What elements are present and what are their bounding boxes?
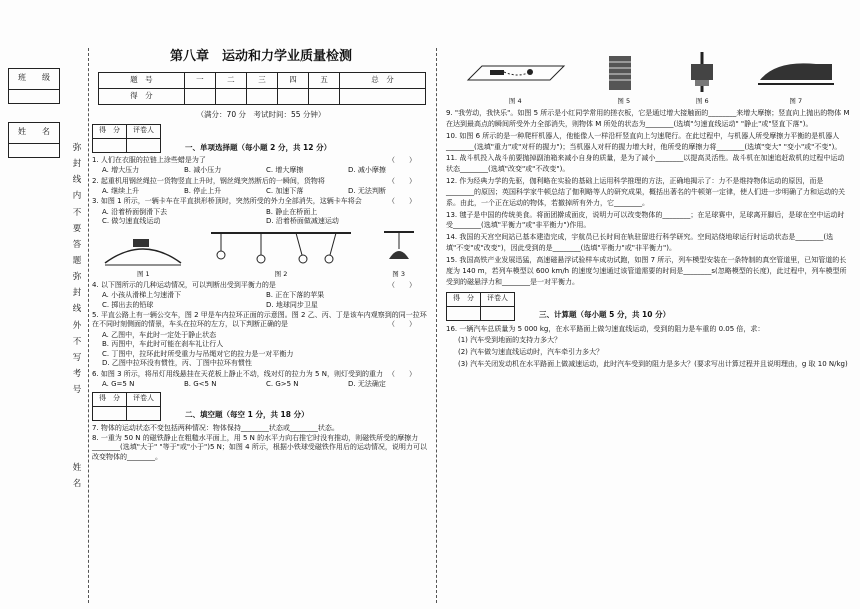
options (92, 380, 430, 389)
figure-caption: 图 2 (274, 269, 288, 278)
question-text: 6. 如图 3 所示，将吊灯用线悬挂在天花板上静止不动，线对灯的拉力为 5 N，则灯受到的重力 (92, 369, 383, 378)
question: 12. 作为经典力学的先驱，伽利略在实验的基础上运用科学推理的方法，正确地揭示了：力不是维持物体运动的原因，而是________的原因；英国科学家牛顿总结了伽利略等人的研究成果，概括出著名的牛顿第一定律，使人们进一步明确了力和运动的关系。由此，一个正在运动的物体，若撤掉所有外力，它________。 (446, 177, 845, 207)
option[interactable]: C. 丁图中，拉环此时所受重力与吊绳对它的拉力是一对平衡力 (102, 349, 294, 358)
name-blank[interactable] (9, 143, 59, 157)
score-head-5: 五 (309, 72, 340, 88)
option[interactable]: C. G>5 N (266, 380, 299, 389)
score-table (98, 72, 426, 105)
option[interactable]: B. 停止上升 (184, 186, 222, 195)
name-label: 姓 名 (18, 127, 50, 136)
question-text: 1. 人们在衣服的拉链上涂些蜡是为了 (92, 155, 206, 164)
section-1-header (92, 124, 430, 153)
binding-line (88, 48, 89, 603)
exam-title: 第八章 运动和力学业质量检测 (169, 49, 352, 64)
question (92, 177, 430, 186)
grader-box (92, 124, 161, 153)
section-3-header (446, 292, 850, 321)
right-column (446, 48, 850, 371)
grader-box (446, 292, 515, 321)
options (92, 166, 430, 175)
question-text: 5. 平直公路上有一辆公交车，图 2 甲是车内拉环正面的示意图。图 2 乙、丙、丁是该车内观察到的同一拉环在不同时刻侧面的情景，车头在拉环的左方，以下判断正确的是 (92, 311, 427, 329)
question (92, 281, 430, 290)
option[interactable]: C. 加速下落 (266, 186, 304, 195)
seal-name-text: 姓名 (72, 463, 82, 490)
pull-ring-icon (206, 229, 356, 267)
option[interactable]: A. 乙图中，车此时一定处于静止状态 (102, 330, 217, 339)
class-box (8, 68, 60, 104)
figures-top-row (446, 48, 850, 106)
sub-question: (2) 汽车做匀速直线运动时，汽车牵引力多大？ (458, 348, 604, 357)
option[interactable]: A. 增大压力 (102, 166, 140, 175)
grader-cell[interactable] (127, 138, 161, 152)
figure-7 (756, 50, 836, 106)
score-head-4: 四 (278, 72, 309, 88)
grader-cell[interactable] (93, 138, 127, 152)
grader-reviewer-label: 评卷人 (481, 292, 515, 306)
option[interactable]: C. 掷出去的铅球 (102, 300, 154, 309)
option[interactable]: A. 沿着桥面倒滑下去 (102, 207, 168, 216)
score-cell[interactable] (246, 88, 277, 104)
options (92, 291, 430, 310)
class-blank[interactable] (9, 89, 59, 103)
question-text: 2. 起重机用钢丝绳拉一货物竖直上升时，钢丝绳突然断后的一瞬间，货物将 (92, 176, 325, 185)
grader-box (92, 392, 161, 421)
washboard-icon (599, 50, 649, 94)
sub-question: (3) 汽车关闭发动机在水平路面上做减速运动，此时汽车受到的阻力是多大？(要求写出计算过程并且说明理由，g 取 10 N/kg) (458, 360, 848, 369)
question: 15. 我国高铁产业发展迅猛，高速磁悬浮试验样车成功试跑，如图 7 所示，列车模型安装在一条特制的真空管道里，已知管道的长度为 140 m，若列车模型以 600 km/h 的速度匀速通过该管道需要的时间是________s(忽略模型的长度)，此过程中，列车模型所受到的磁悬浮力和________是一对平衡力。 (446, 255, 847, 286)
score-label: 得 分 (99, 88, 185, 104)
section-2-header (92, 392, 430, 421)
grader-cell[interactable] (481, 306, 515, 320)
answer-paren[interactable]: （ ） (388, 155, 416, 164)
question: 11. 战斗机投入战斗前要抛掉副油箱来减小自身的质量，是为了减小________以提高灵活性。战斗机在加速追赶敌机的过程中运动状态________(选填"改变"或"不改变")。 (446, 154, 845, 174)
option[interactable]: B. G<5 N (184, 380, 217, 389)
option[interactable]: B. 减小压力 (184, 166, 222, 175)
figure-6 (677, 50, 727, 106)
figure-caption: 图 5 (617, 97, 631, 106)
option[interactable]: D. 乙图中拉环没有惯性，丙、丁图中拉环有惯性 (102, 359, 252, 368)
option[interactable]: D. 沿着桥面做减速运动 (266, 217, 339, 226)
section-title: 一、单项选择题（每小题 2 分，共 12 分） (185, 142, 332, 152)
section-title: 三、计算题（每小题 5 分，共 10 分） (539, 310, 671, 320)
option[interactable]: A. 继续上升 (102, 186, 140, 195)
grader-score-label: 得 分 (93, 124, 127, 138)
answer-paren[interactable]: （ ） (388, 197, 416, 206)
question (92, 197, 430, 206)
options (92, 187, 430, 196)
question (92, 311, 430, 330)
option[interactable]: B. 丙图中，车此时可能在刹车礼让行人 (102, 340, 224, 349)
class-label: 班 级 (18, 73, 50, 82)
figure-caption: 图 4 (508, 97, 522, 106)
question: 10. 如图 6 所示的是一种爬杆机器人，他能像人一样沿杆竖直向上匀速爬行。在此过程中，与机器人所受摩擦力平衡的是机器人________(选填"重力"或"对杆的握力")；当机器人对杆的握力增大时，他所受的摩擦力将________(选填"变大" "变小"或"不变")。 (446, 131, 842, 151)
figure-3 (379, 229, 419, 279)
question: 7. 物体的运动状态不变包括两种情况：物体保持________状态或________状态。 (92, 423, 339, 432)
figures-row (92, 229, 430, 279)
figure-caption: 图 6 (695, 97, 709, 106)
magnet-track-icon (460, 50, 570, 94)
score-head-2: 二 (215, 72, 246, 88)
option[interactable]: B. 静止在桥面上 (266, 207, 318, 216)
grader-score-label: 得 分 (93, 392, 127, 406)
center-fold-line (436, 48, 437, 603)
grader-cell[interactable] (127, 406, 161, 420)
grader-cell[interactable] (93, 406, 127, 420)
grader-reviewer-label: 评卷人 (127, 124, 161, 138)
grader-score-label: 得 分 (447, 292, 481, 306)
score-head-0: 题 号 (99, 72, 185, 88)
question: 9. "我劳动，我快乐"。如图 5 所示是小红同学常用的搓衣板，它是通过增大接触面的________来增大摩擦；竖直向上抛出的物体 M 在达到最高点的瞬间所受外力全部消失，则物体 M 所处的状态为________(选填"匀速直线运动" "静止"或"竖直下落")。 (446, 109, 850, 128)
figure-caption: 图 3 (392, 269, 405, 278)
option[interactable]: C. 做匀速直线运动 (102, 217, 161, 226)
options (92, 331, 430, 369)
figure-5 (599, 50, 649, 106)
option[interactable]: D. 地球同步卫星 (266, 300, 318, 309)
answer-paren[interactable]: （ ） (388, 280, 416, 289)
hanging-lamp-icon (379, 229, 419, 267)
grader-cell[interactable] (447, 306, 481, 320)
question (92, 370, 430, 379)
sub-question: (1) 汽车受到地面的支持力多大？ (458, 336, 562, 345)
score-head-1: 一 (184, 72, 215, 88)
question: 13. 毽子是中国的传统美食。将面团擀成面皮，说明力可以改变物体的________；在足球赛中，足球离开脚后，是球在空中运动时受________(选填"平衡力"或"非平衡力")作用。 (446, 210, 845, 230)
score-cell[interactable] (340, 88, 426, 104)
seal-line-text: 弥封线内不要答题 弥封线外不写考号 (72, 143, 90, 396)
score-cell[interactable] (309, 88, 340, 104)
score-cell[interactable] (278, 88, 309, 104)
options (92, 208, 430, 227)
figure-2 (206, 229, 356, 279)
figure-caption: 图 7 (789, 97, 803, 106)
bridge-truck-icon (103, 229, 183, 267)
question: 16. 一辆汽车总质量为 5 000 kg，在水平路面上做匀速直线运动，受到的阻力是车重的 0.05 倍，求： (446, 324, 765, 333)
option[interactable]: B. 正在下落的苹果 (266, 291, 325, 300)
question (92, 156, 430, 165)
option[interactable]: D. 减小摩擦 (348, 166, 386, 175)
section-title: 二、填空题（每空 1 分，共 18 分） (185, 410, 309, 420)
question: 14. 我国的天宫空间站已基本建造完成，宇航员已长时间在轨驻留进行科学研究。空间站绕地球运行时运动状态是________(选填"不变"或"改变")，因此受到的是________(选填"平衡力"或"非平衡力")。 (446, 233, 834, 253)
question-text: 4. 以下图所示的几种运动情况，可以判断出受到平衡力的是 (92, 280, 276, 289)
score-cell[interactable] (184, 88, 215, 104)
figure-4 (460, 50, 570, 106)
figure-1 (103, 229, 183, 279)
figure-caption: 图 1 (136, 269, 150, 278)
score-head-6: 总 分 (340, 72, 426, 88)
grader-reviewer-label: 评卷人 (127, 392, 161, 406)
answer-paren[interactable]: （ ） (388, 320, 416, 329)
score-cell[interactable] (215, 88, 246, 104)
maglev-train-icon (756, 50, 836, 94)
left-column (92, 48, 430, 463)
answer-paren[interactable]: （ ） (388, 369, 416, 378)
question-text: 3. 如图 1 所示，一辆卡车在平直拱形桥顶时，突然所受的外力全部消失，这辆卡车将会 (92, 197, 362, 206)
exam-meta: （满分：70 分 考试时间：55 分钟） (196, 109, 326, 119)
name-box (8, 122, 60, 158)
option[interactable]: D. 无法判断 (348, 186, 386, 195)
option[interactable]: C. 增大摩擦 (266, 166, 304, 175)
climbing-robot-icon (677, 50, 727, 94)
question: 8. 一重为 50 N 的磁铁静止在粗糙水平面上，用 5 N 的水平力向右推它时没有推动，则磁铁所受的摩擦力________(选填"大于" "等于"或"小于")5 N；如图 4 所示，根据小铁球受磁铁作用后的运动情况，说明力可以改变物体的________。 (92, 433, 427, 461)
option[interactable]: D. 无法确定 (348, 380, 386, 389)
answer-paren[interactable]: （ ） (388, 176, 416, 185)
option[interactable]: A. G=5 N (102, 380, 135, 389)
score-head-3: 三 (246, 72, 277, 88)
option[interactable]: A. 小孩从滑梯上匀速滑下 (102, 291, 182, 300)
